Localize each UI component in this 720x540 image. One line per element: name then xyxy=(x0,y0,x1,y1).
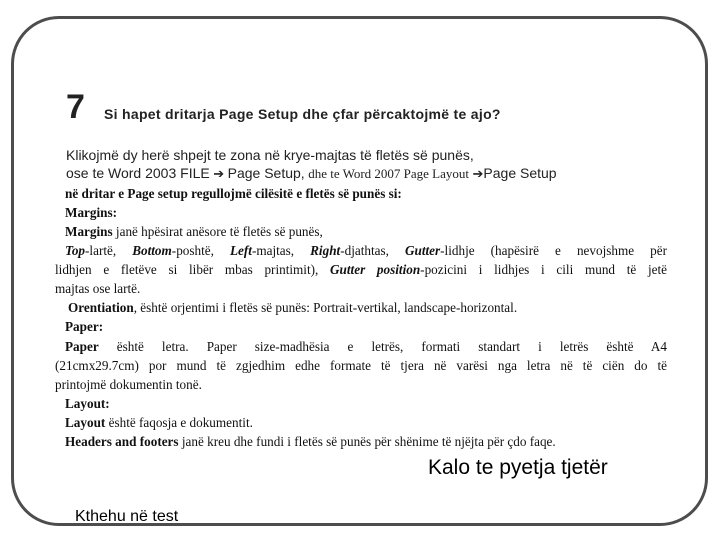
intro-page-setup-2007: Page Setup xyxy=(483,165,557,181)
next-question-link[interactable]: Kalo te pyetja tjetër xyxy=(428,456,608,479)
margins-desc: Margins janë hpësirat anësore të fletës së punës, xyxy=(65,224,323,239)
question-title: Si hapet dritarja Page Setup dhe çfar përcaktojmë te ajo? xyxy=(104,106,501,122)
layout-title: Layout: xyxy=(65,396,110,411)
arrow-right-icon: ➔ xyxy=(213,166,225,181)
margins-list-line-3: majtas ose lartë. xyxy=(55,281,141,296)
orientation-desc: Orentiation, është orjentimi i fletës së punës: Portrait-vertikal, landscape-horizontal. xyxy=(68,300,518,315)
paper-desc-line-1: Paper është letra. Paper size-madhësia e letrës, formati standart i letrës është A4 xyxy=(65,339,667,354)
margins-list-line-2: lidhjen e fletëve si libër mbas printimit), Gutter position-pozicini i lidhjes i cili mund të jetë xyxy=(55,262,667,277)
question-number: 7 xyxy=(66,88,85,126)
intro-word-2007: dhe te Word 2007 Page Layout xyxy=(308,166,470,181)
intro-word-2003: ose te Word 2003 FILE xyxy=(66,165,210,181)
intro-line-2 xyxy=(66,165,557,183)
paper-desc-line-3: printojmë dokumentin tonë. xyxy=(55,377,202,392)
paper-title: Paper: xyxy=(65,319,104,334)
headers-footers-desc: Headers and footers janë kreu dhe fundi i fletës së punës për shënime të njëjta për çdo faqe. xyxy=(65,434,556,449)
section-heading: në dritar e Page setup regullojmë cilësitë e fletës së punës si: xyxy=(65,186,402,201)
intro-line-1: Klikojmë dy herë shpejt te zona në krye-majtas të fletës së punës, xyxy=(66,147,474,163)
margins-title: Margins: xyxy=(65,205,118,220)
layout-desc: Layout është faqosja e dokumentit. xyxy=(65,415,253,430)
back-to-test-link[interactable]: Kthehu në test xyxy=(75,508,179,525)
paper-desc-line-2: (21cmx29.7cm) por mund të zgjedhim edhe formate të tjera në varësi nga letra në të ciën do të xyxy=(55,358,667,373)
arrow-right-icon: ➔ xyxy=(472,166,484,181)
intro-page-setup-2003: Page Setup, xyxy=(227,165,305,181)
margins-list-line-1: Top-lartë, Bottom-poshtë, Left-majtas, Right-djathtas, Gutter-lidhje (hapësirë e nevojshme për xyxy=(65,243,667,258)
